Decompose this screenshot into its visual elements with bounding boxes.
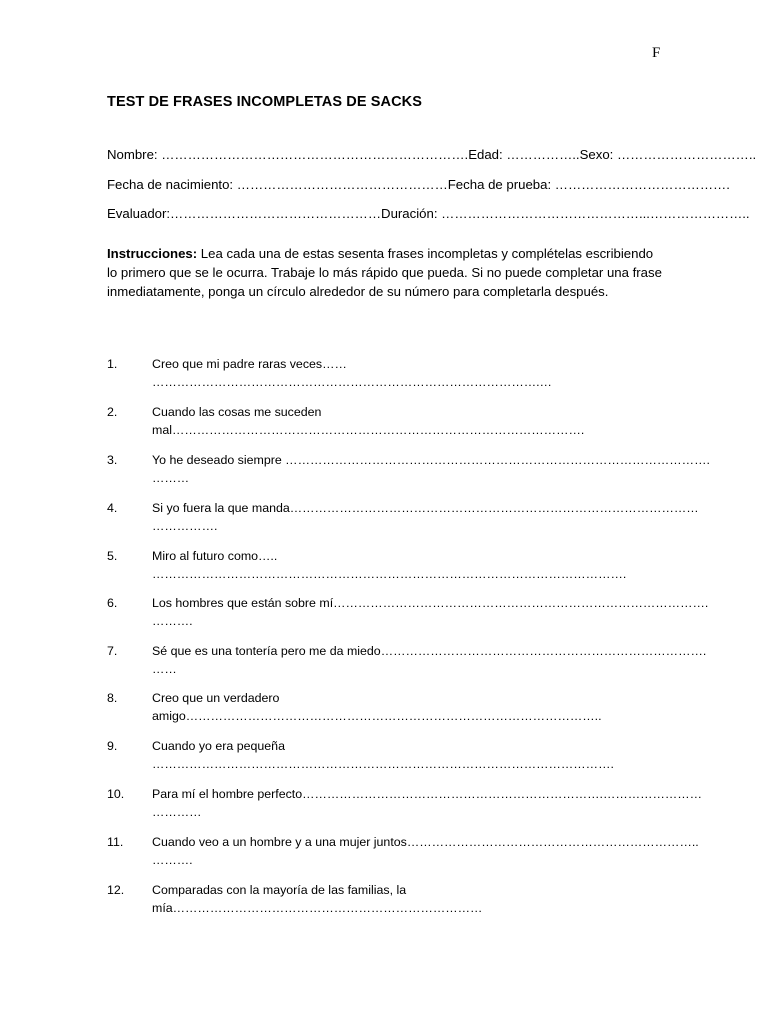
item-number: 11. [107, 835, 124, 849]
item-answer-line: ……………………………………………………………………………………………………. [152, 566, 627, 581]
item-prompt: Comparadas con la mayoría de las familias, la [152, 883, 407, 897]
field-name-age-sex: Nombre: …………………………………………………………….Edad: ……………..Sexo: ………………………….. [107, 147, 757, 162]
item-prompt: Para mí el hombre perfecto……………………………………………………………….…………………… [152, 787, 703, 801]
item-number: 12. [107, 883, 125, 897]
item-prompt: Cuando yo era pequeña [152, 739, 285, 753]
item-answer-line: amigo……………………………………………………………………………………….. [152, 708, 602, 723]
item-prompt: Creo que mi padre raras veces…… [152, 357, 347, 371]
item-number: 8. [107, 691, 118, 705]
field-birthdate-testdate: Fecha de nacimiento: …………………………………………Fecha de prueba: …………………………………. [107, 177, 730, 192]
item-prompt: Los hombres que están sobre mí………………………………………………………………………………. [152, 596, 709, 610]
instructions-label: Instrucciones: [107, 246, 198, 261]
item-number: 2. [107, 405, 118, 419]
item-answer-line: …………………………………………………………………………………………………. [152, 756, 614, 771]
item-number: 10. [107, 787, 125, 801]
item-prompt: Miro al futuro como….. [152, 549, 278, 563]
item-answer-line: ………… [152, 804, 202, 819]
item-number: 1. [107, 357, 118, 371]
item-answer-line: …… [152, 661, 177, 676]
item-answer-line: mía………………………………………………………………… [152, 900, 483, 915]
item-answer-line: ………. [152, 852, 193, 867]
item-prompt: Cuando veo a un hombre y a una mujer juntos…………………………………………………………….. [152, 835, 699, 849]
item-number: 4. [107, 501, 118, 515]
item-prompt: Si yo fuera la que manda……………………………………………………………………………………… [152, 501, 699, 515]
item-number: 6. [107, 596, 118, 610]
item-number: 5. [107, 549, 118, 563]
item-prompt: Yo he deseado siempre …………………………………………………………………………………………. [152, 453, 710, 467]
item-answer-line: mal………………………………………………………………………………………. [152, 422, 585, 437]
page-title: TEST DE FRASES INCOMPLETAS DE SACKS [107, 94, 423, 110]
item-answer-line: ……………. [152, 518, 218, 533]
item-answer-line: ……… [152, 470, 190, 485]
instructions-paragraph [107, 244, 667, 301]
item-prompt: Sé que es una tontería pero me da miedo……………………………………………………………………. [152, 644, 707, 658]
instructions-text: Lea cada una de estas sesenta frases incompletas y complételas escribiendo lo primero que se le ocurra. Trabaje lo más rápido que pueda. Si no puede completar una frase inmediatamente, ponga un círculo alrededor de su número para completarla después. [107, 246, 662, 299]
item-prompt: Creo que un verdadero [152, 691, 280, 705]
item-answer-line: ………………………………………………………………………………….… [152, 374, 552, 389]
item-prompt: Cuando las cosas me suceden [152, 405, 322, 419]
item-number: 9. [107, 739, 118, 753]
page-corner-letter: F [652, 45, 661, 61]
item-number: 3. [107, 453, 118, 467]
field-evaluator-duration: Evaluador:…………………………………………Duración: ………………………………………...………………….. [107, 206, 750, 221]
item-number: 7. [107, 644, 118, 658]
item-answer-line: ………. [152, 613, 193, 628]
